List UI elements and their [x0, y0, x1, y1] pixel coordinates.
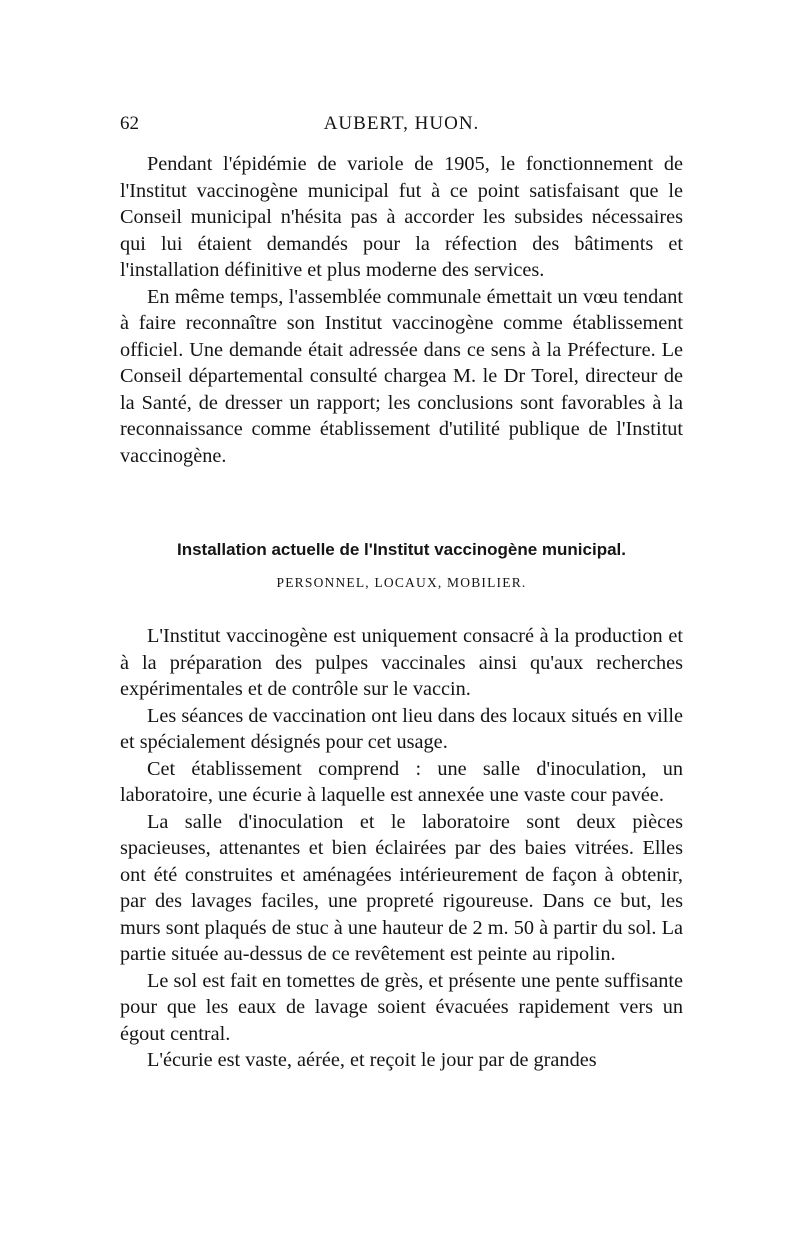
paragraph: L'écurie est vaste, aérée, et reçoit le jour par de grandes [147, 1049, 597, 1071]
paragraph: Cet établissement comprend : une salle d'inoculation, un laboratoire, une écurie à laquelle est annexée une vaste cour pavée. [120, 757, 683, 806]
paragraph: En même temps, l'assemblée communale émettait un vœu tendant à faire reconnaître son Institut vaccinogène comme établissement officiel. Une demande était adressée dans ce sens à la Préfecture. Le Conseil départemental consulté chargea M. le Dr Torel, directeur de la Santé, de dresser un rapport; les conclusions sont favorables à la reconnaissance comme établissement d'utilité publique de l'Institut vaccinogène. [120, 285, 683, 467]
section-text [120, 623, 683, 1074]
paragraph: Les séances de vaccination ont lieu dans des locaux situés en ville et spécialement désignés pour cet usage. [120, 704, 683, 753]
paragraph: La salle d'inoculation et le laboratoire sont deux pièces spacieuses, attenantes et bien éclairées par des baies vitrées. Elles ont été construites et aménagées intérieurement de façon à obtenir, par des lavages faciles, une propreté rigoureuse. Dans ce but, les murs sont plaqués de stuc à une hauteur de 2 m. 50 à partir du sol. La partie située au-dessus de ce revêtement est peinte au ripolin. [120, 810, 683, 965]
running-head: AUBERT, HUON. [323, 113, 480, 134]
page-header [120, 111, 683, 137]
paragraph: Pendant l'épidémie de variole de 1905, le fonctionnement de l'Institut vaccinogène municipal fut à ce point satisfaisant que le Conseil municipal n'hésita pas à accorder les subsides nécessaires qui lui étaient demandés pour la réfection des bâtiments et l'installation définitive et plus moderne des services. [120, 153, 683, 281]
paragraph: L'Institut vaccinogène est uniquement consacré à la production et à la préparation des pulpes vaccinales ainsi qu'aux recherches expérimentales et de contrôle sur le vaccin. [120, 625, 683, 700]
section-subtitle: PERSONNEL, LOCAUX, MOBILIER. [276, 575, 527, 590]
section-title: Installation actuelle de l'Institut vaccinogène municipal. [177, 540, 626, 559]
paragraph: Le sol est fait en tomettes de grès, et présente une pente suffisante pour que les eaux de lavage soient évacuées rapidement vers un égout central. [120, 969, 683, 1045]
page-number: 62 [120, 113, 139, 134]
intro-text [120, 151, 683, 469]
